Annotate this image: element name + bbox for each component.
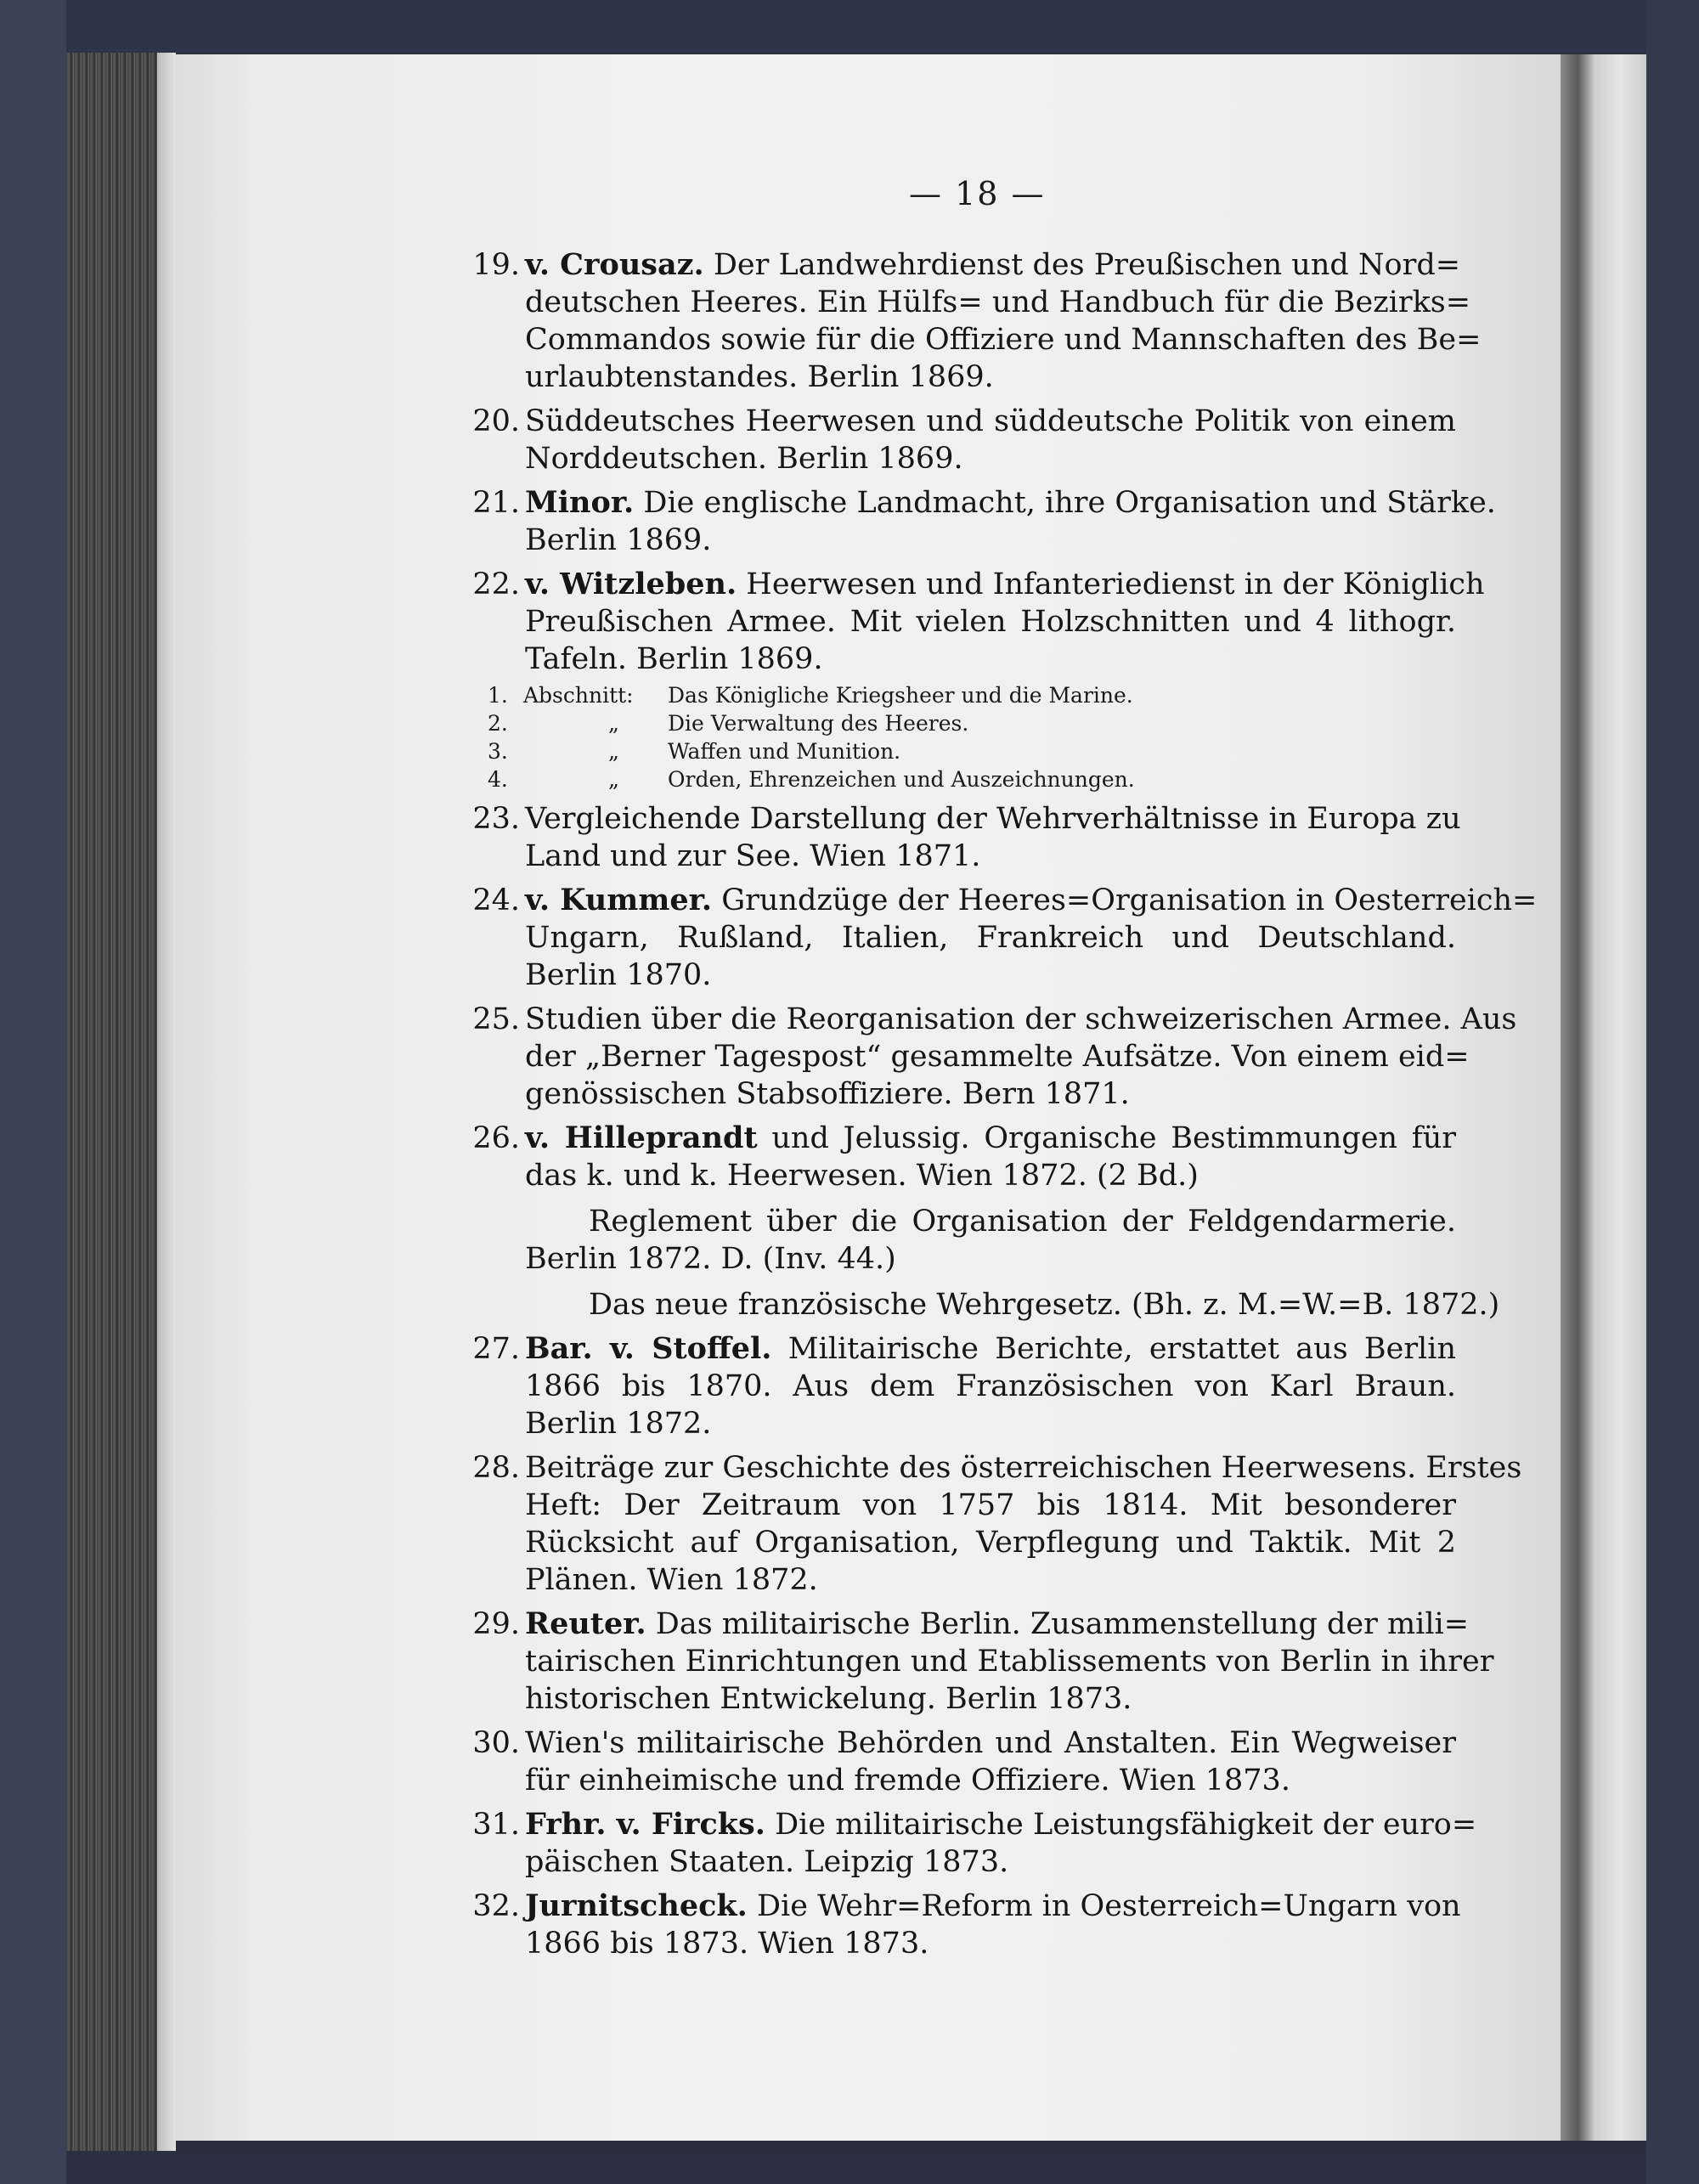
entry-text: Das militairische Berlin. Zusammenstellung der mili= xyxy=(655,1607,1470,1641)
entry-text: Süddeutsches Heerwesen und süddeutsche Politik von einem xyxy=(525,404,1456,438)
entry-author: Bar. v. Stoffel. xyxy=(525,1331,772,1366)
entry-text: Grundzüge der Heeres=Organisation in Oesterreich= xyxy=(721,883,1538,917)
entry-22 xyxy=(472,566,1485,793)
entry-26 xyxy=(472,1120,1500,1323)
entry-21 xyxy=(472,484,1496,559)
section-number: 1. xyxy=(488,683,508,708)
book-cover-bottom xyxy=(66,2151,1646,2184)
entry-text: Studien über die Reorganisation der schweizerischen Armee. Aus xyxy=(525,1002,1517,1036)
entry-text: Berlin 1869. xyxy=(525,523,712,557)
entry-number: 29. xyxy=(472,1607,520,1641)
entry-number: 25. xyxy=(472,1002,520,1036)
entry-text: historischen Entwickelung. Berlin 1873. xyxy=(525,1682,1132,1716)
page-stack-right xyxy=(1561,54,1646,2141)
entry-number: 24. xyxy=(472,883,520,917)
entry-29 xyxy=(472,1606,1494,1718)
entry-25 xyxy=(472,1001,1517,1113)
entry-text: Plänen. Wien 1872. xyxy=(525,1563,818,1597)
entry-text: Wien's militairische Behörden und Anstalten. Ein Wegweiser xyxy=(525,1726,1456,1760)
page-edge-highlight xyxy=(157,53,176,2151)
entry-number: 32. xyxy=(472,1889,520,1923)
entry-number: 28. xyxy=(472,1451,520,1485)
entry-text: Commandos sowie für die Offiziere und Mannschaften des Be= xyxy=(525,323,1482,357)
entry-author: Frhr. v. Fircks. xyxy=(525,1807,765,1842)
entry-text: Vergleichende Darstellung der Wehrverhältnisse in Europa zu xyxy=(525,802,1461,836)
entry-24 xyxy=(472,882,1538,994)
entry-text: Die englische Landmacht, ihre Organisation und Stärke. xyxy=(643,486,1496,520)
entry-number: 26. xyxy=(472,1121,520,1155)
page-number: — 18 — xyxy=(909,175,1046,212)
entry-text: Berlin 1872. D. (Inv. 44.) xyxy=(525,1242,896,1276)
book-cover-top xyxy=(0,0,1699,53)
entry-text: urlaubtenstandes. Berlin 1869. xyxy=(525,360,994,394)
entry-number: 19. xyxy=(472,248,520,282)
section-number: 4. xyxy=(488,767,508,792)
section-item xyxy=(488,709,1456,737)
entry-text: Die Wehr=Reform in Oesterreich=Ungarn von xyxy=(756,1889,1461,1923)
entry-text: und Jelussig. Organische Bestimmungen für xyxy=(771,1121,1456,1155)
entry-number: 21. xyxy=(472,486,520,520)
entry-text: Die militairische Leistungsfähigkeit der euro= xyxy=(775,1808,1477,1842)
section-item xyxy=(488,737,1456,765)
section-title: Das Königliche Kriegsheer und die Marine. xyxy=(668,683,1133,708)
entry-number: 31. xyxy=(472,1808,520,1842)
entry-text: päischen Staaten. Leipzig 1873. xyxy=(525,1845,1009,1879)
entry-author: Minor. xyxy=(525,485,635,520)
ditto-mark: „ xyxy=(608,711,619,736)
entry-number: 20. xyxy=(472,404,520,438)
book-cover-left xyxy=(0,0,66,2184)
entry-author: Reuter. xyxy=(525,1606,646,1641)
entry-author: v. Hilleprandt xyxy=(525,1120,758,1155)
entry-text: Berlin 1872. xyxy=(525,1407,712,1441)
entry-text: 1866 bis 1873. Wien 1873. xyxy=(525,1927,929,1961)
book-cover-right xyxy=(1646,0,1699,2184)
entry-text: Heft: Der Zeitraum von 1757 bis 1814. Mit besonderer xyxy=(525,1488,1456,1522)
section-item xyxy=(488,681,1456,709)
ditto-mark: „ xyxy=(608,739,619,764)
entry-number: 22. xyxy=(472,567,520,601)
section-number: 2. xyxy=(488,711,508,736)
entry-number: 23. xyxy=(472,802,520,836)
entry-23 xyxy=(472,800,1461,875)
entry-28 xyxy=(472,1449,1522,1599)
entry-text: Rücksicht auf Organisation, Verpflegung und Taktik. Mit 2 xyxy=(525,1526,1456,1560)
entry-19 xyxy=(472,246,1482,396)
entry-text: das k. und k. Heerwesen. Wien 1872. (2 Bd.) xyxy=(525,1159,1199,1193)
section-title: Waffen und Munition. xyxy=(668,739,901,764)
entry-text: Ungarn, Rußland, Italien, Frankreich und Deutschland. xyxy=(525,921,1456,955)
related-work xyxy=(525,1286,1500,1323)
entry-text: Land und zur See. Wien 1871. xyxy=(525,839,981,873)
entry-20 xyxy=(472,403,1456,477)
section-item xyxy=(488,765,1456,793)
entry-text: Norddeutschen. Berlin 1869. xyxy=(525,442,963,476)
entry-author: v. Kummer. xyxy=(525,883,713,917)
entry-32 xyxy=(472,1888,1461,1962)
entry-number: 27. xyxy=(472,1332,520,1366)
entry-text: Beiträge zur Geschichte des österreichischen Heerwesens. Erstes xyxy=(525,1451,1522,1485)
entry-text: Reglement über die Organisation der Feldgendarmerie. xyxy=(589,1205,1456,1239)
entry-text: 1866 bis 1870. Aus dem Französischen von Karl Braun. xyxy=(525,1369,1456,1403)
section-title: Die Verwaltung des Heeres. xyxy=(668,711,969,736)
entry-30 xyxy=(472,1724,1456,1799)
entry-author: Jurnitscheck. xyxy=(525,1888,748,1923)
entry-text: Tafeln. Berlin 1869. xyxy=(525,642,823,676)
entry-text: Der Landwehrdienst des Preußischen und Nord= xyxy=(713,248,1461,282)
entry-text: Das neue französische Wehrgesetz. (Bh. z. M.=W.=B. 1872.) xyxy=(589,1288,1500,1322)
section-label: Abschnitt: xyxy=(523,683,634,708)
section-list xyxy=(488,681,1456,793)
related-work xyxy=(525,1203,1456,1278)
ditto-mark: „ xyxy=(608,767,619,792)
entry-text: für einheimische und fremde Offiziere. Wien 1873. xyxy=(525,1764,1290,1797)
entry-text: deutschen Heeres. Ein Hülfs= und Handbuch für die Bezirks= xyxy=(525,285,1471,319)
entry-text: Militairische Berichte, erstattet aus Berlin xyxy=(787,1332,1456,1366)
entry-31 xyxy=(472,1806,1477,1881)
entry-text: Heerwesen und Infanteriedienst in der Königlich xyxy=(746,567,1485,601)
bibliography-list xyxy=(472,246,1538,1969)
entry-author: v. Witzleben. xyxy=(525,567,737,601)
entry-text: der „Berner Tagespost“ gesammelte Aufsätze. Von einem eid= xyxy=(525,1040,1470,1074)
entry-text: Preußischen Armee. Mit vielen Holzschnitten und 4 lithogr. xyxy=(525,605,1456,639)
entry-text: genössischen Stabsoffiziere. Bern 1871. xyxy=(525,1077,1130,1111)
entry-author: v. Crousaz. xyxy=(525,247,704,282)
entry-text: tairischen Einrichtungen und Etablissements von Berlin in ihrer xyxy=(525,1645,1494,1679)
entry-number: 30. xyxy=(472,1726,520,1760)
section-number: 3. xyxy=(488,739,508,764)
entry-text: Berlin 1870. xyxy=(525,958,712,992)
section-title: Orden, Ehrenzeichen und Auszeichnungen. xyxy=(668,767,1135,792)
entry-27 xyxy=(472,1330,1456,1442)
